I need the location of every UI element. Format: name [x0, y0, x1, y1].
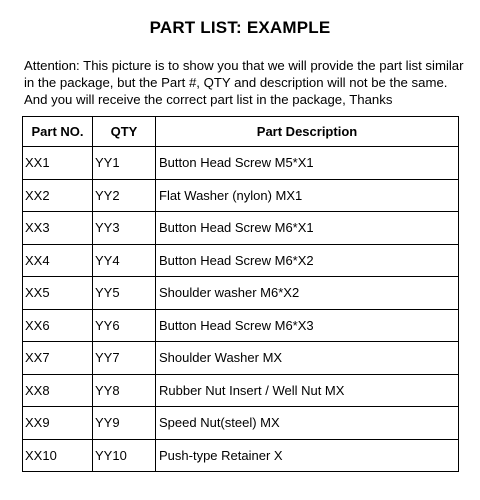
qty-cell: YY5	[93, 277, 156, 310]
table-row	[23, 407, 459, 440]
part-no-cell: XX3	[23, 212, 93, 245]
description-cell: Shoulder Washer MX	[156, 342, 459, 375]
part-no-cell: XX6	[23, 309, 93, 342]
header-part-no: Part NO.	[23, 117, 93, 147]
description-cell: Flat Washer (nylon) MX1	[156, 179, 459, 212]
table-row	[23, 212, 459, 245]
qty-cell: YY8	[93, 374, 156, 407]
header-qty: QTY	[93, 117, 156, 147]
part-no-cell: XX10	[23, 439, 93, 472]
table-header-row	[23, 117, 459, 147]
qty-cell: YY2	[93, 179, 156, 212]
table-row	[23, 309, 459, 342]
part-list-table	[22, 116, 459, 472]
description-cell: Speed Nut(steel) MX	[156, 407, 459, 440]
part-no-cell: XX4	[23, 244, 93, 277]
description-cell: Push-type Retainer X	[156, 439, 459, 472]
description-cell: Shoulder washer M6*X2	[156, 277, 459, 310]
description-cell: Button Head Screw M5*X1	[156, 147, 459, 180]
qty-cell: YY9	[93, 407, 156, 440]
table-row	[23, 439, 459, 472]
page-title: PART LIST: EXAMPLE	[149, 18, 331, 37]
part-no-cell: XX8	[23, 374, 93, 407]
qty-cell: YY6	[93, 309, 156, 342]
part-no-cell: XX1	[23, 147, 93, 180]
table-row	[23, 244, 459, 277]
table-row	[23, 179, 459, 212]
table-row	[23, 342, 459, 375]
table-row	[23, 277, 459, 310]
qty-cell: YY7	[93, 342, 156, 375]
header-part-description: Part Description	[156, 117, 459, 147]
part-no-cell: XX2	[23, 179, 93, 212]
qty-cell: YY1	[93, 147, 156, 180]
qty-cell: YY3	[93, 212, 156, 245]
description-cell: Rubber Nut Insert / Well Nut MX	[156, 374, 459, 407]
part-no-cell: XX5	[23, 277, 93, 310]
table-row	[23, 374, 459, 407]
table-row	[23, 147, 459, 180]
note-line: Attention: This picture is to show you that we will provide the part list similar	[24, 58, 464, 73]
part-no-cell: XX7	[23, 342, 93, 375]
note-line: And you will receive the correct part list in the package, Thanks	[24, 92, 393, 107]
description-cell: Button Head Screw M6*X3	[156, 309, 459, 342]
description-cell: Button Head Screw M6*X1	[156, 212, 459, 245]
qty-cell: YY4	[93, 244, 156, 277]
part-no-cell: XX9	[23, 407, 93, 440]
note-line: in the package, but the Part #, QTY and description will not be the same.	[24, 75, 448, 90]
description-cell: Button Head Screw M6*X2	[156, 244, 459, 277]
attention-note	[24, 57, 474, 108]
qty-cell: YY10	[93, 439, 156, 472]
